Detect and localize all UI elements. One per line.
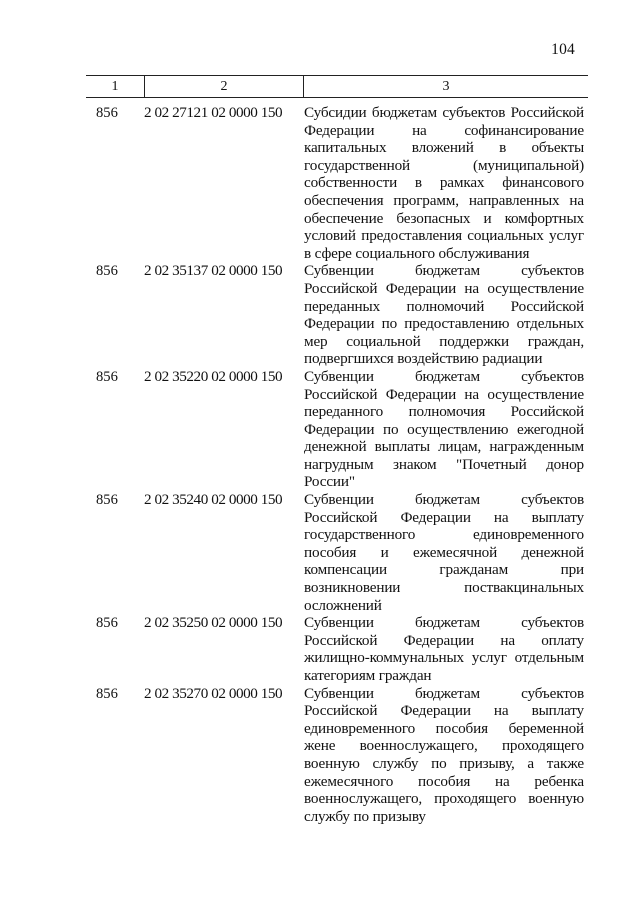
table-row <box>96 685 588 826</box>
admin-code: 856 <box>96 367 118 385</box>
income-description: Субвенции бюджетам субъектов Российской Федерации на выплату единовременного пособия беременной жене военнослужащего, проходящего военную службу по призыву, а также ежемесячного пособия на ребенка военнослужащего, проходящего военную службу по призыву <box>304 684 584 825</box>
table-row <box>96 104 588 262</box>
admin-code: 856 <box>96 614 118 632</box>
budget-code: 2 02 35270 02 0000 150 <box>144 684 283 702</box>
income-description: Субвенции бюджетам субъектов Российской Федерации на выплату государственного единовременного пособия и ежемесячной денежной компенсации гражданам при возникновении поствакцинальных осложнений <box>304 491 584 614</box>
admin-code: 856 <box>96 262 118 280</box>
income-description: Субсидии бюджетам субъектов Российской Федерации на софинансирование капитальных вложений в объекты государственной (муниципальной) собственности в рамках финансового обеспечения программ, направленных на обеспечение безопасных и комфортных условий предоставления социальных услуг в сфере социального обслуживания <box>304 104 584 262</box>
budget-code: 2 02 27121 02 0000 150 <box>144 104 283 121</box>
page-number: 104 <box>551 41 575 58</box>
budget-code: 2 02 35220 02 0000 150 <box>144 367 283 385</box>
table-header <box>86 75 588 98</box>
income-description: Субвенции бюджетам субъектов Российской Федерации на осуществление переданных полномочий Российской Федерации по предоставлению отдельных мер социальной поддержки граждан, подвергшихся воздействию радиации <box>304 262 584 368</box>
admin-code: 856 <box>96 684 118 702</box>
admin-code: 856 <box>96 491 118 509</box>
admin-code: 856 <box>96 104 118 121</box>
budget-code: 2 02 35250 02 0000 150 <box>144 614 283 632</box>
income-description: Субвенции бюджетам субъектов Российской Федерации на оплату жилищно-коммунальных услуг отдельным категориям граждан <box>304 614 584 684</box>
header-col-3: 3 <box>442 79 450 94</box>
table-row <box>96 262 588 368</box>
table-body <box>96 104 588 825</box>
header-col-1: 1 <box>86 76 145 97</box>
budget-code: 2 02 35137 02 0000 150 <box>144 262 283 280</box>
header-col-2: 2 <box>145 76 304 97</box>
table-row <box>96 614 588 684</box>
budget-code: 2 02 35240 02 0000 150 <box>144 491 283 509</box>
income-description: Субвенции бюджетам субъектов Российской Федерации на осуществление переданного полномочия Российской Федерации по осуществлению ежегодной денежной выплаты лицам, награжденным нагрудным знаком "Почетный донор России" <box>304 367 584 491</box>
table-row <box>96 491 588 614</box>
table-row <box>96 368 588 491</box>
